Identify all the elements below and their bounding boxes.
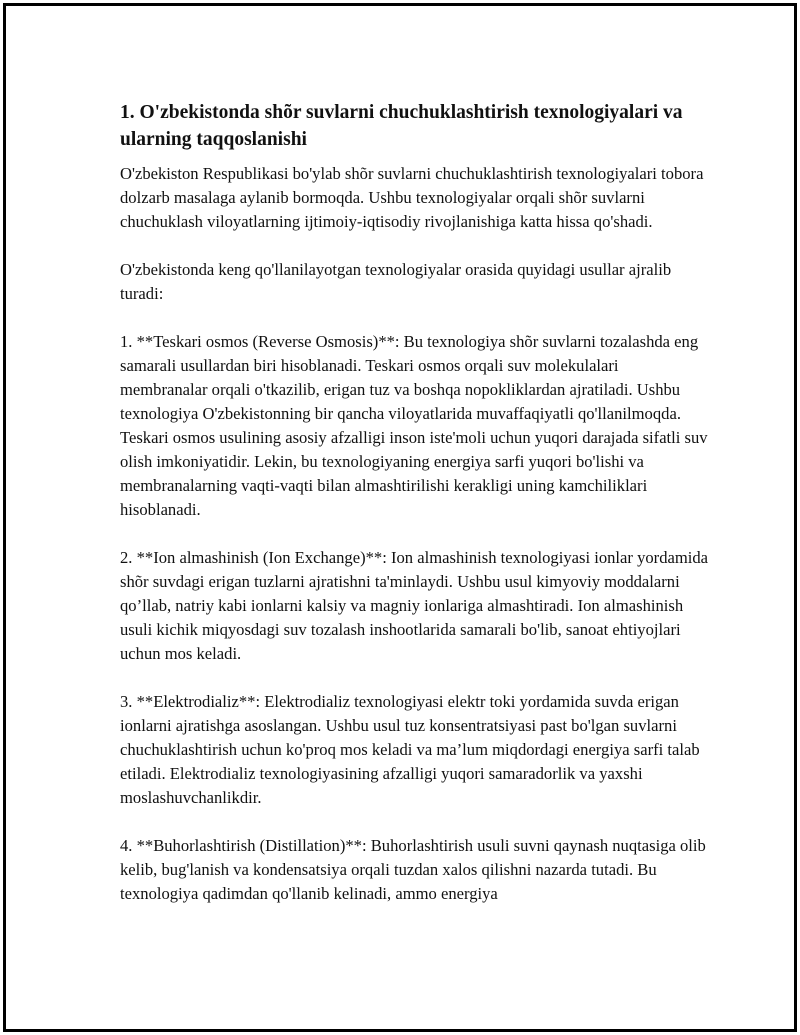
document-body: [120, 99, 710, 930]
reverse-osmosis-paragraph: 1. **Teskari osmos (Reverse Osmosis)**: Bu texnologiya shõr suvlarni tozalashda eng samarali usullardan biri hisoblanadi. Teskari osmos orqali suv molekulalari membranalar orqali o'tkazilib, erigan tuz va boshqa nopokliklardan ajratiladi. Ushbu texnologiya O'zbekistonning bir qancha viloyatlarida muvaffaqiyatli qo'llanilmoqda. Teskari osmos usulining asosiy afzalligi inson iste'moli uchun yuqori darajada sifatli suv olish imkoniyatidir. Lekin, bu texnologiyaning energiya sarfi yuqori bo'lishi va membranalarning vaqti-vaqti bilan almashtirilishi kerakligi uning kamchiliklari hisoblanadi.: [120, 332, 708, 519]
electrodialysis-paragraph: 3. **Elektrodializ**: Elektrodializ texnologiyasi elektr toki yordamida suvda erigan ionlarni ajratishga asoslangan. Ushbu usul tuz konsentratsiyasi past bo'lgan suvlarni chuchuklashtirish uchun ko'proq mos keladi va ma’lum miqdordagi energiya sarfi talab etiladi. Elektrodializ texnologiyasining afzalligi yuqori samaradorlik va yaxshi moslashuvchanlikdir.: [120, 692, 700, 807]
page-frame: [3, 3, 797, 1032]
ion-exchange-paragraph: 2. **Ion almashinish (Ion Exchange)**: Ion almashinish texnologiyasi ionlar yordamida shõr suvdagi erigan tuzlarni ajratishni ta'minlaydi. Ushbu usul kimyoviy moddalarni qo’llab, natriy kabi ionlarni kalsiy va magniy ionlariga almashtiradi. Ion almashinish usuli kichik miqyosdagi suv tozalash inshootlarida samarali bo'lib, sanoat ehtiyojlari uchun mos keladi.: [120, 548, 709, 663]
intro-paragraph: O'zbekiston Respublikasi bo'ylab shõr suvlarni chuchuklashtirish texnologiyalari tobora dolzarb masalaga aylanib bormoqda. Ushbu texnologiyalar orqali shõr suvlarni chuchuklash viloyatlarning ijtimoiy-iqtisodiy rivojlanishiga katta hissa qo'shadi.: [120, 164, 704, 231]
methods-intro-paragraph: O'zbekistonda keng qo'llanilayotgan texnologiyalar orasida quyidagi usullar ajralib turadi:: [120, 260, 672, 303]
section-heading: 1. O'zbekistonda shõr suvlarni chuchuklashtirish texnologiyalari va ularning taqqoslanishi: [120, 102, 683, 150]
distillation-paragraph: 4. **Buhorlashtirish (Distillation)**: Buhorlashtirish usuli suvni qaynash nuqtasiga olib kelib, bug'lanish va kondensatsiya orqali tuzdan xalos qilishni nazarda tutadi. Bu texnologiya qadimdan qo'llanib kelinadi, ammo energiya: [120, 836, 706, 903]
